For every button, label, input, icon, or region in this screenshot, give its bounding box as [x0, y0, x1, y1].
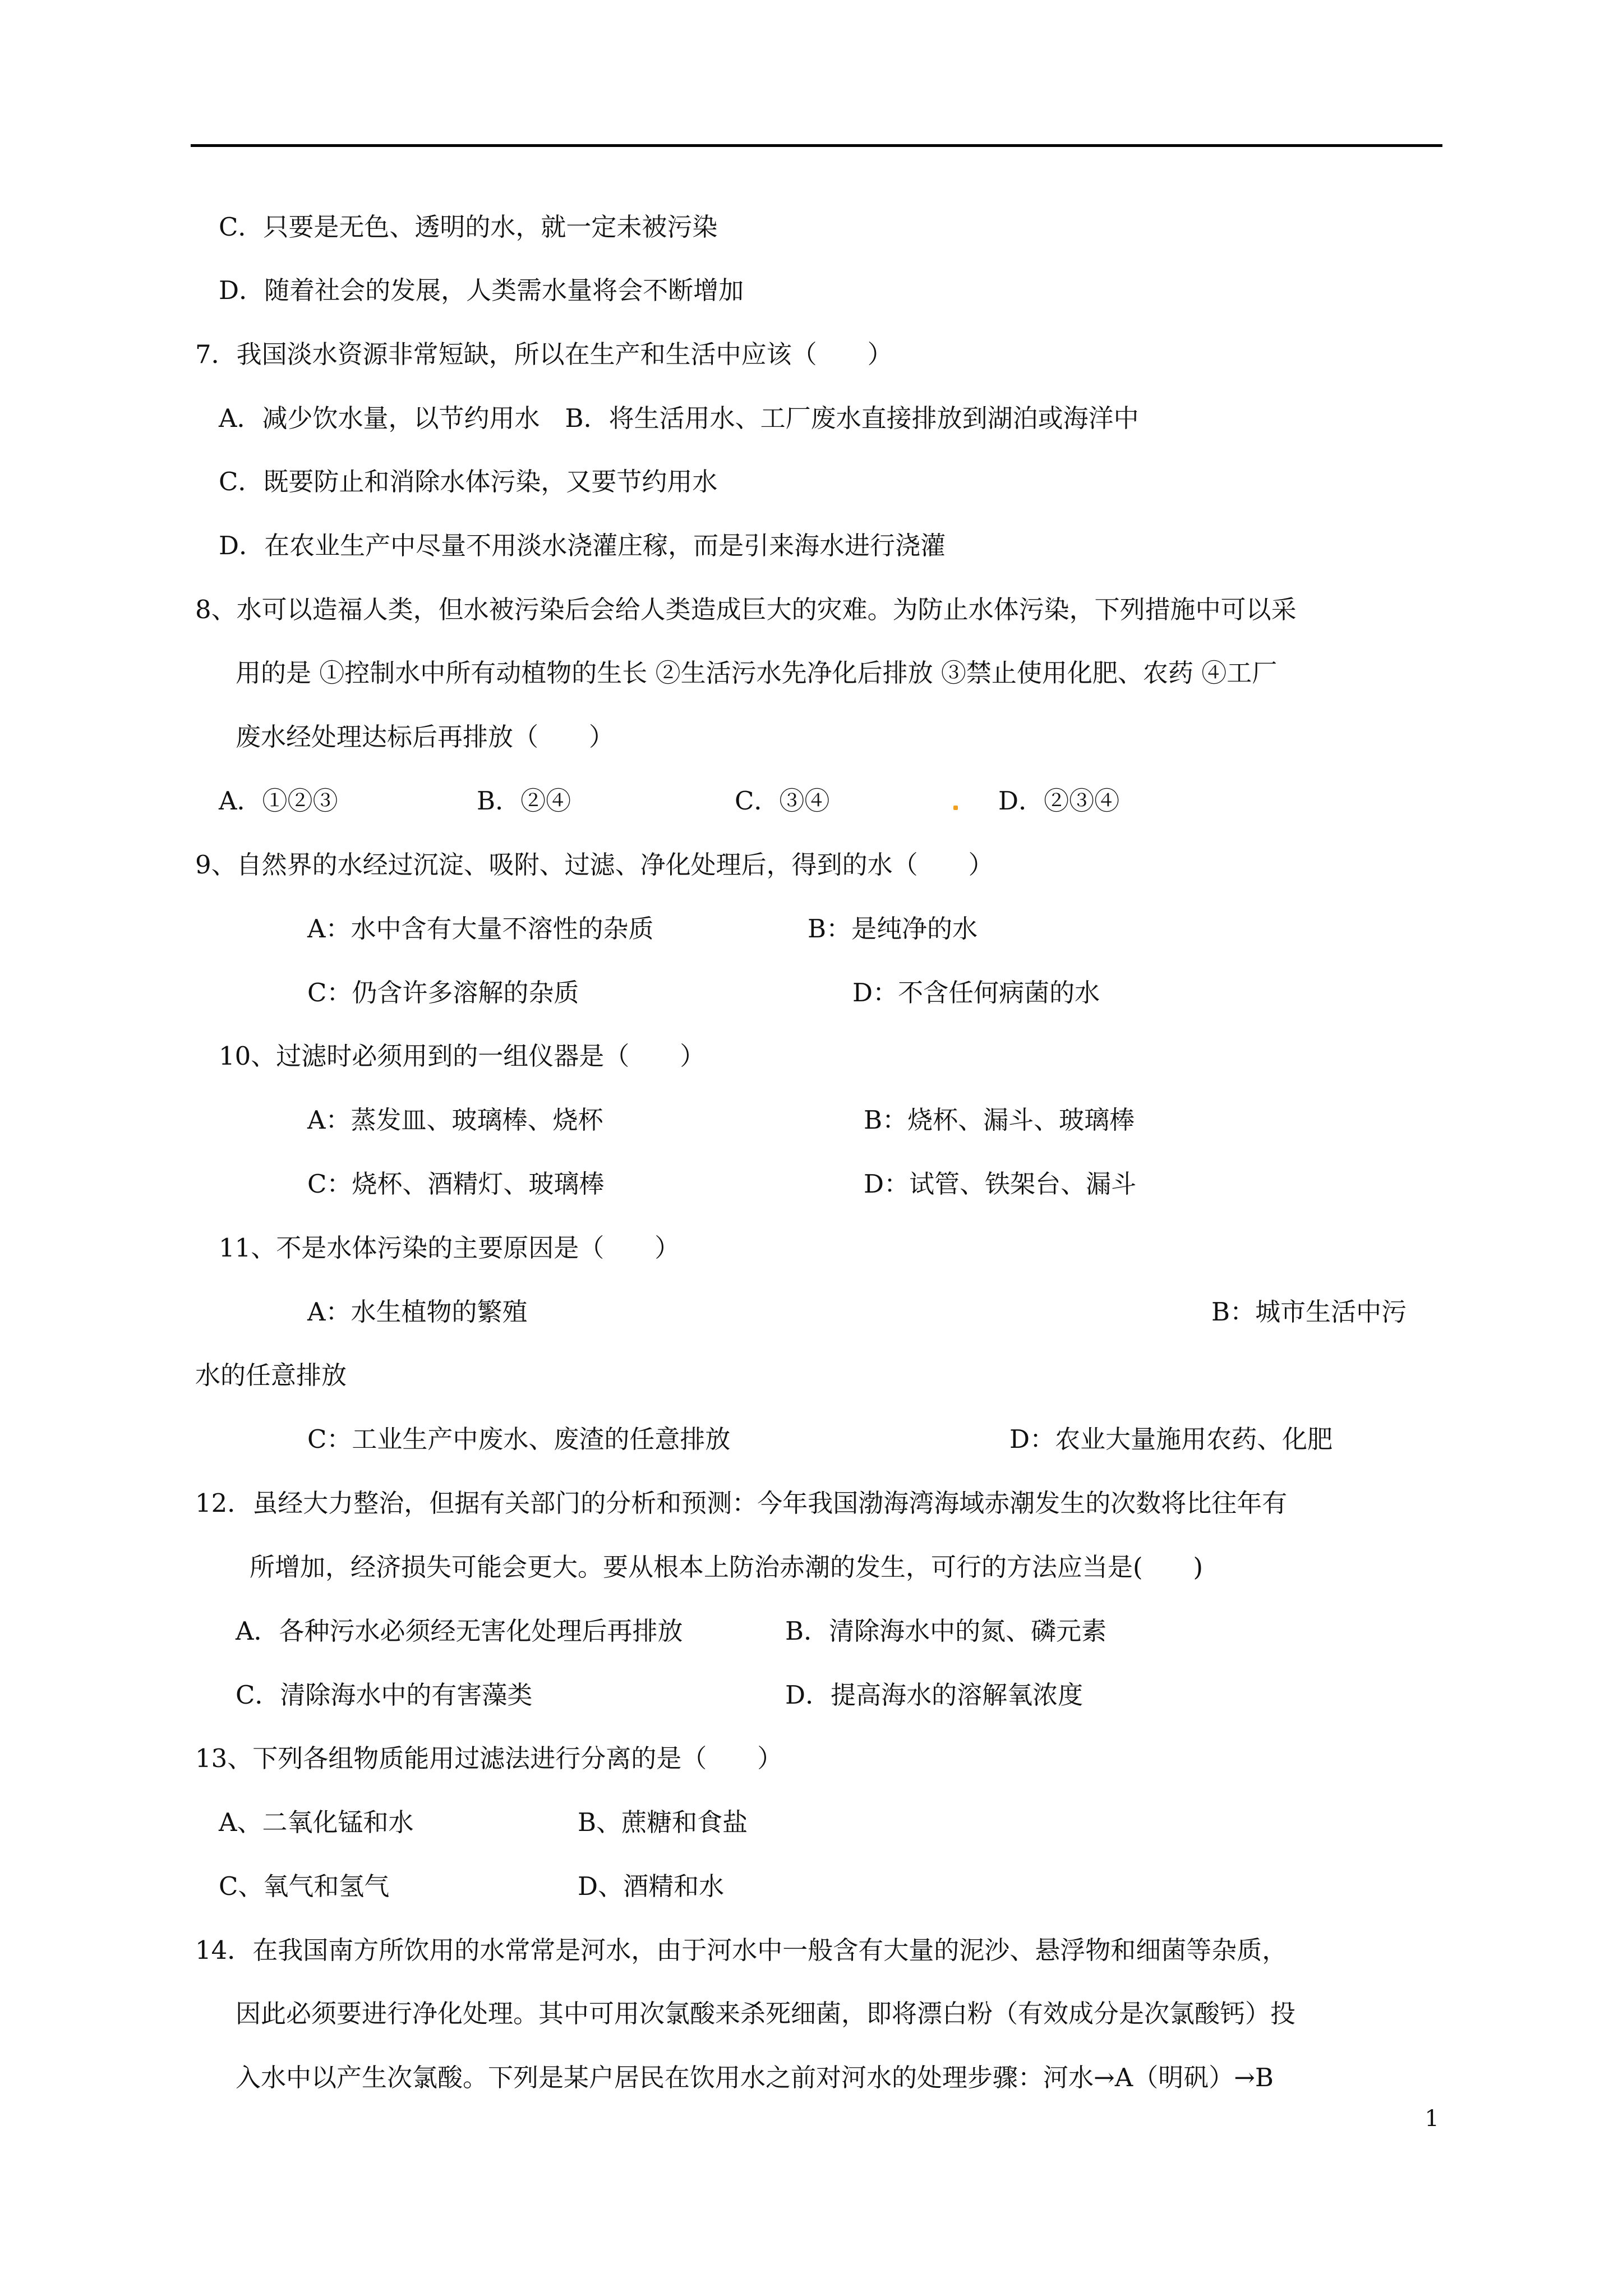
q12-option-c: C．清除海水中的有害藻类	[236, 1680, 533, 1710]
q6-option-c: C．只要是无色、透明的水，就一定未被污染	[219, 212, 718, 242]
q12-option-b: B．清除海水中的氮、磷元素	[785, 1616, 1107, 1646]
q11-option-b-part1: B：城市生活中污	[1211, 1297, 1407, 1327]
q8-option-b: B．②④	[477, 786, 571, 816]
q9-option-b: B：是纯净的水	[808, 914, 978, 944]
q12-stem-line2: 所增加，经济损失可能会更大。要从根本上防治赤潮的发生，可行的方法应当是( )	[250, 1552, 1204, 1582]
q9-option-c: C：仍含许多溶解的杂质	[307, 978, 579, 1007]
q10-option-b: B：烧杯、漏斗、玻璃棒	[864, 1105, 1135, 1135]
q11-option-b-part2: 水的任意排放	[195, 1360, 347, 1390]
q7-options-ab: A．减少饮水量，以节约用水 B．将生活用水、工厂废水直接排放到湖泊或海洋中	[219, 403, 1139, 433]
q13-option-b: B、蔗糖和食盐	[578, 1807, 748, 1837]
q12-option-d: D．提高海水的溶解氧浓度	[785, 1680, 1083, 1710]
q8-stem-line2: 用的是 ①控制水中所有动植物的生长 ②生活污水先净化后排放 ③禁止使用化肥、农药 ④工厂	[236, 658, 1278, 688]
q10-option-d: D：试管、铁架台、漏斗	[864, 1169, 1137, 1199]
header-rule	[191, 144, 1442, 147]
q14-stem-line1: 14．在我国南方所饮用的水常常是河水，由于河水中一般含有大量的泥沙、悬浮物和细菌等杂质，	[195, 1935, 1288, 1965]
stray-mark	[953, 806, 958, 810]
q8-option-d: D．②③④	[998, 786, 1120, 816]
q7-option-c: C．既要防止和消除水体污染，又要节约用水	[219, 467, 718, 496]
q10-option-a: A：蒸发皿、玻璃棒、烧杯	[307, 1105, 603, 1135]
q14-stem-line3: 入水中以产生次氯酸。下列是某户居民在饮用水之前对河水的处理步骤：河水→A（明矾）→B	[236, 2063, 1274, 2092]
q14-stem-line2: 因此必须要进行净化处理。其中可用次氯酸来杀死细菌，即将漂白粉（有效成分是次氯酸钙）投	[236, 1999, 1296, 2028]
q10-option-c: C：烧杯、酒精灯、玻璃棒	[307, 1169, 605, 1199]
q11-option-d: D：农业大量施用农药、化肥	[1009, 1424, 1333, 1454]
q9-stem: 9、自然界的水经过沉淀、吸附、过滤、净化处理后，得到的水（ ）	[195, 850, 994, 880]
q11-stem: 11、不是水体污染的主要原因是（ ）	[219, 1233, 680, 1263]
q11-option-c: C：工业生产中废水、废渣的任意排放	[307, 1424, 731, 1454]
q11-option-a: A：水生植物的繁殖	[307, 1297, 528, 1327]
page-number: 1	[1424, 2106, 1439, 2132]
q8-stem-line3: 废水经处理达标后再排放（ ）	[236, 722, 615, 752]
q7-option-d: D．在农业生产中尽量不用淡水浇灌庄稼，而是引来海水进行浇灌	[219, 531, 946, 560]
q12-option-a: A．各种污水必须经无害化处理后再排放	[236, 1616, 683, 1646]
q13-stem: 13、下列各组物质能用过滤法进行分离的是（ ）	[195, 1743, 783, 1773]
q8-stem-line1: 8、水可以造福人类，但水被污染后会给人类造成巨大的灾难。为防止水体污染，下列措施中可以采	[195, 595, 1297, 624]
q10-stem: 10、过滤时必须用到的一组仪器是（ ）	[219, 1041, 706, 1071]
q13-option-c: C、氧气和氢气	[219, 1871, 390, 1901]
q9-option-a: A：水中含有大量不溶性的杂质	[307, 914, 654, 944]
q12-stem-line1: 12．虽经大力整治，但据有关部门的分析和预测：今年我国渤海湾海域赤潮发生的次数将比往年有	[195, 1488, 1288, 1518]
q8-option-c: C．③④	[735, 786, 830, 816]
q7-stem: 7．我国淡水资源非常短缺，所以在生产和生活中应该（ ）	[195, 339, 893, 369]
q6-option-d: D．随着社会的发展，人类需水量将会不断增加	[219, 275, 744, 305]
q8-option-a: A．①②③	[219, 786, 338, 816]
q9-option-d: D：不含任何病菌的水	[852, 978, 1100, 1007]
q13-option-a: A、二氧化锰和水	[219, 1807, 414, 1837]
q13-option-d: D、酒精和水	[578, 1871, 725, 1901]
